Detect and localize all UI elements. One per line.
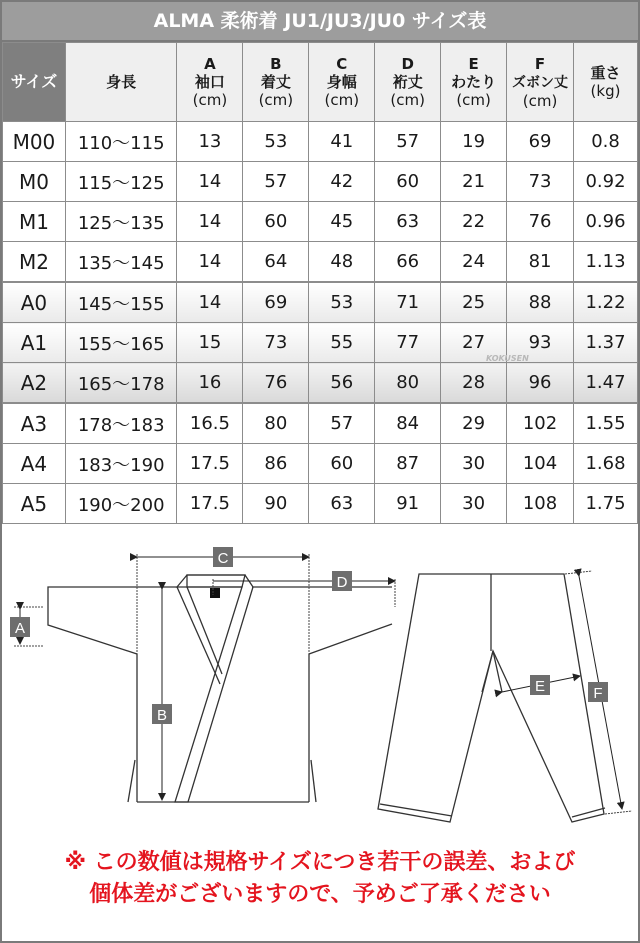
value-cell: 60 [309, 444, 375, 484]
value-cell: 80 [243, 403, 309, 444]
height-cell: 155～165 [65, 323, 177, 363]
value-cell: 84 [375, 403, 441, 444]
value-cell: 1.22 [574, 282, 638, 323]
value-cell: 73 [507, 162, 574, 202]
value-cell: 42 [309, 162, 375, 202]
value-cell: 93 [507, 323, 574, 363]
value-cell: 56 [309, 363, 375, 404]
value-cell: 14 [177, 162, 243, 202]
value-cell: 17.5 [177, 484, 243, 524]
value-cell: 30 [441, 484, 507, 524]
value-cell: 57 [243, 162, 309, 202]
svg-text:F: F [593, 685, 603, 702]
value-cell: 87 [375, 444, 441, 484]
value-cell: 57 [375, 122, 441, 162]
value-cell: 60 [243, 202, 309, 242]
height-cell: 183～190 [65, 444, 177, 484]
table-row [3, 282, 638, 323]
size-table [2, 42, 638, 524]
header-f: F ズボン丈 (cm) [507, 43, 574, 122]
size-cell: M2 [3, 242, 66, 283]
value-cell: 0.96 [574, 202, 638, 242]
value-cell: 104 [507, 444, 574, 484]
value-cell: 17.5 [177, 444, 243, 484]
table-row [3, 162, 638, 202]
table-row [3, 444, 638, 484]
header-weight: 重さ (kg) [574, 43, 638, 122]
svg-text:E: E [534, 678, 546, 695]
size-cell: M00 [3, 122, 66, 162]
svg-text:C: C [217, 550, 229, 567]
value-cell: 48 [309, 242, 375, 283]
value-cell: 80 [375, 363, 441, 404]
svg-text:A: A [14, 620, 26, 637]
size-cell: A0 [3, 282, 66, 323]
table-row [3, 363, 638, 404]
value-cell: 21 [441, 162, 507, 202]
value-cell: 1.68 [574, 444, 638, 484]
value-cell: 1.55 [574, 403, 638, 444]
value-cell: 41 [309, 122, 375, 162]
value-cell: 53 [309, 282, 375, 323]
jacket-drawing [48, 575, 392, 802]
value-cell: 1.47 [574, 363, 638, 404]
value-cell: 14 [177, 282, 243, 323]
value-cell: 25 [441, 282, 507, 323]
value-cell: 13 [177, 122, 243, 162]
value-cell: 22 [441, 202, 507, 242]
size-cell: A4 [3, 444, 66, 484]
header-size: サイズ [3, 43, 66, 122]
value-cell: 71 [375, 282, 441, 323]
value-cell: 53 [243, 122, 309, 162]
value-cell: 73 [243, 323, 309, 363]
size-cell: A2 [3, 363, 66, 404]
value-cell: 14 [177, 202, 243, 242]
table-row [3, 403, 638, 444]
height-cell: 125～135 [65, 202, 177, 242]
size-cell: A3 [3, 403, 66, 444]
size-cell: M1 [3, 202, 66, 242]
svg-text:D: D [336, 574, 348, 591]
size-cell: A5 [3, 484, 66, 524]
value-cell: 81 [507, 242, 574, 283]
size-cell: A1 [3, 323, 66, 363]
value-cell: 91 [375, 484, 441, 524]
table-row [3, 202, 638, 242]
note-line-1: ※ この数値は規格サイズにつき若干の誤差、および [64, 850, 576, 875]
height-cell: 178～183 [65, 403, 177, 444]
value-cell: 96 [507, 363, 574, 404]
value-cell: 30 [441, 444, 507, 484]
garment-diagram [2, 524, 638, 834]
value-cell: 76 [507, 202, 574, 242]
value-cell: 0.92 [574, 162, 638, 202]
value-cell: 19 [441, 122, 507, 162]
header-height: 身長 [65, 43, 177, 122]
collar-tag [210, 588, 220, 598]
value-cell: 108 [507, 484, 574, 524]
height-cell: 135～145 [65, 242, 177, 283]
value-cell: 45 [309, 202, 375, 242]
value-cell: 28 [441, 363, 507, 404]
height-cell: 115～125 [65, 162, 177, 202]
value-cell: 76 [243, 363, 309, 404]
value-cell: 57 [309, 403, 375, 444]
header-c: C 身幅 (cm) [309, 43, 375, 122]
value-cell: 63 [309, 484, 375, 524]
pants-drawing [378, 574, 605, 822]
disclaimer-note [2, 847, 638, 911]
height-cell: 165～178 [65, 363, 177, 404]
value-cell: 24 [441, 242, 507, 283]
header-row [3, 43, 638, 122]
value-cell: 90 [243, 484, 309, 524]
value-cell: 86 [243, 444, 309, 484]
value-cell: 1.75 [574, 484, 638, 524]
value-cell: 16 [177, 363, 243, 404]
value-cell: 69 [243, 282, 309, 323]
height-cell: 190～200 [65, 484, 177, 524]
watermark: KOKUSEN [486, 354, 529, 363]
note-line-2: 個体差がございますので、予めご了承ください [89, 882, 551, 907]
value-cell: 69 [507, 122, 574, 162]
table-row [3, 323, 638, 363]
value-cell: 15 [177, 323, 243, 363]
height-cell: 145～155 [65, 282, 177, 323]
header-d: D 裄丈 (cm) [375, 43, 441, 122]
value-cell: 66 [375, 242, 441, 283]
value-cell: 1.37 [574, 323, 638, 363]
svg-text:B: B [156, 707, 168, 724]
value-cell: 29 [441, 403, 507, 444]
value-cell: 77 [375, 323, 441, 363]
value-cell: 64 [243, 242, 309, 283]
value-cell: 55 [309, 323, 375, 363]
value-cell: 1.13 [574, 242, 638, 283]
size-cell: M0 [3, 162, 66, 202]
value-cell: 102 [507, 403, 574, 444]
table-row [3, 242, 638, 283]
value-cell: 0.8 [574, 122, 638, 162]
height-cell: 110～115 [65, 122, 177, 162]
chart-title: ALMA 柔術着 JU1/JU3/JU0 サイズ表 [2, 2, 638, 42]
value-cell: 14 [177, 242, 243, 283]
table-row [3, 484, 638, 524]
header-b: B 着丈 (cm) [243, 43, 309, 122]
header-a: A 袖口 (cm) [177, 43, 243, 122]
value-cell: 27 [441, 323, 507, 363]
table-row [3, 122, 638, 162]
value-cell: 63 [375, 202, 441, 242]
value-cell: 88 [507, 282, 574, 323]
value-cell: 60 [375, 162, 441, 202]
value-cell: 16.5 [177, 403, 243, 444]
header-e: E わたり (cm) [441, 43, 507, 122]
